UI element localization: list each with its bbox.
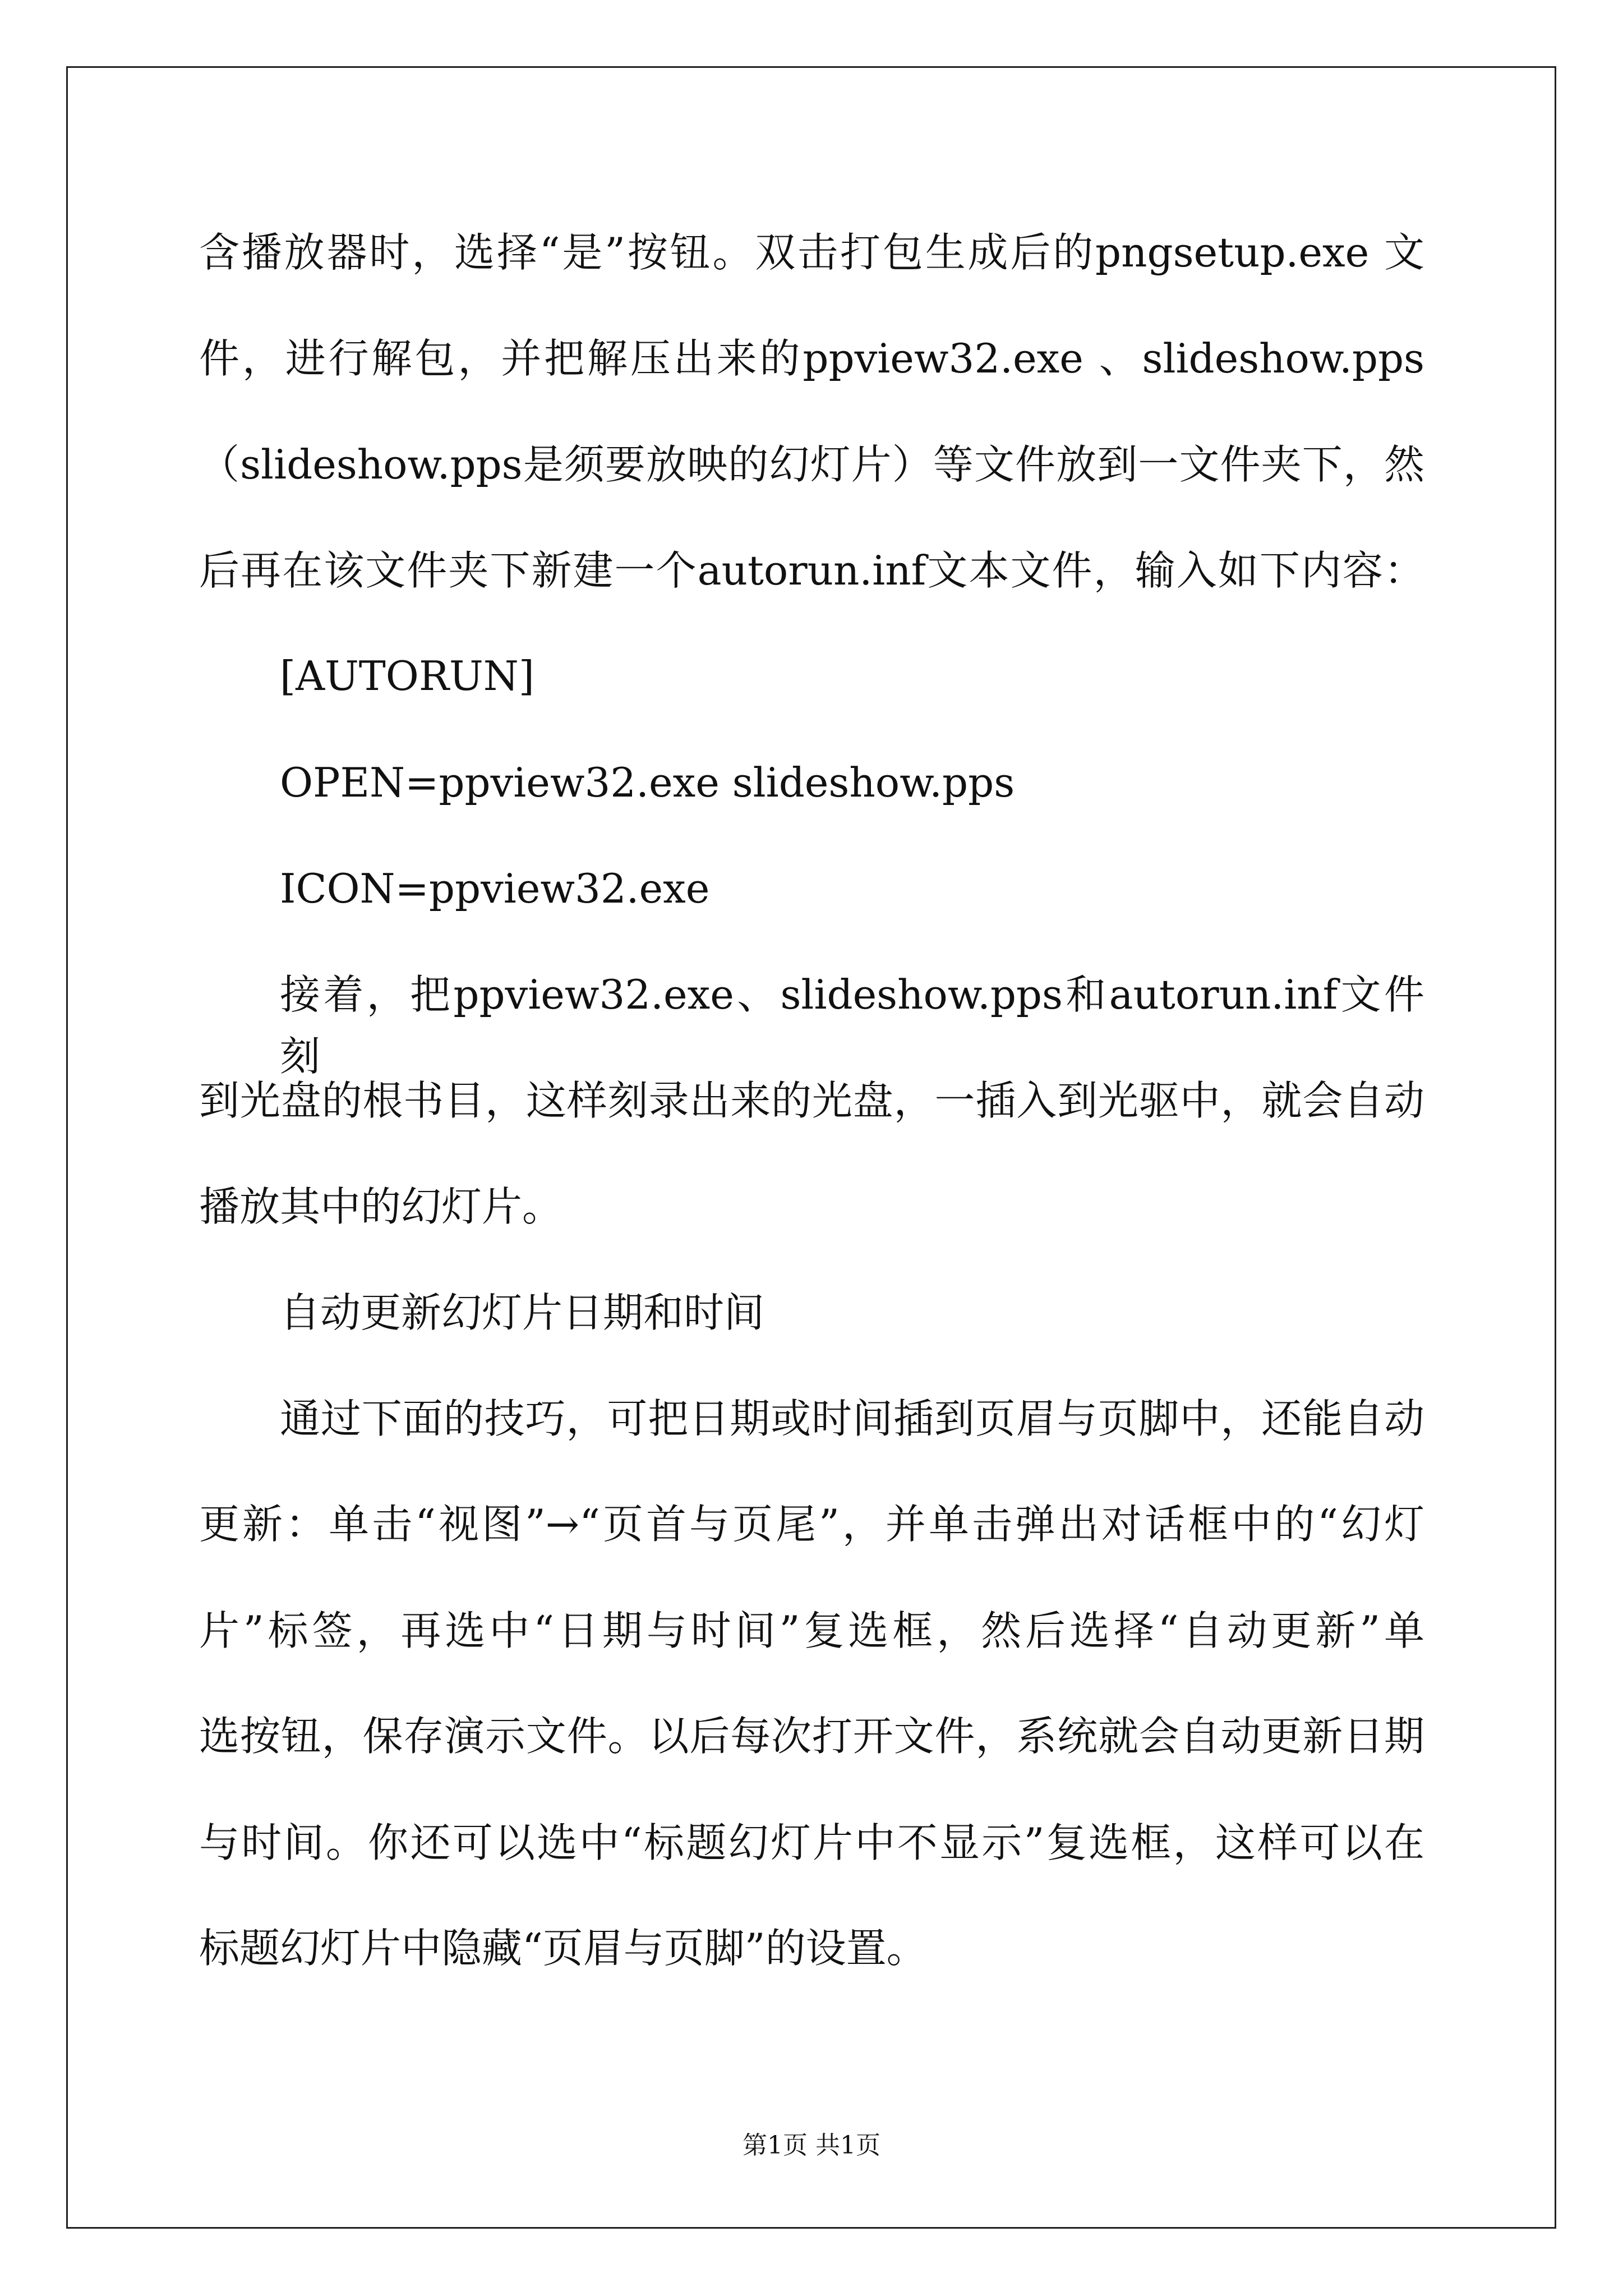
text-line: 接着，把ppview32.exe、slideshow.pps和autorun.inf文件刻 <box>280 971 1424 1080</box>
text-line: 到光盘的根书目，这样刻录出来的光盘，一插入到光驱中，就会自动 <box>199 1077 1424 1124</box>
text-line: 后再在该文件夹下新建一个autorun.inf文本文件，输入如下内容： <box>199 547 1424 594</box>
page-border <box>66 66 1556 2229</box>
text-line: 通过下面的技巧，可把日期或时间插到页眉与页脚中，还能自动 <box>280 1395 1424 1442</box>
code-line: ICON=ppview32.exe <box>280 865 710 912</box>
text-line: 更新：单击“视图”→“页首与页尾”，并单击弹出对话框中的“幻灯 <box>199 1501 1424 1548</box>
code-line: [AUTORUN] <box>280 652 534 700</box>
text-line: 与时间。你还可以选中“标题幻灯片中不显示”复选框，这样可以在 <box>199 1819 1424 1866</box>
text-line: 播放其中的幻灯片。 <box>199 1183 563 1230</box>
text-line: 含播放器时，选择“是”按钮。双击打包生成后的pngsetup.exe 文 <box>199 229 1424 276</box>
text-line: 件，进行解包，并把解压出来的ppview32.exe 、slideshow.pps <box>199 335 1424 382</box>
text-line: 片”标签，再选中“日期与时间”复选框，然后选择“自动更新”单 <box>199 1607 1424 1654</box>
code-line: OPEN=ppview32.exe slideshow.pps <box>280 759 1015 806</box>
text-line: 标题幻灯片中隐藏“页眉与页脚”的设置。 <box>199 1925 927 1972</box>
page-footer: 第1页 共1页 <box>743 2131 880 2160</box>
text-line: 选按钮，保存演示文件。以后每次打开文件，系统就会自动更新日期 <box>199 1713 1424 1760</box>
text-line: （slideshow.pps是须要放映的幻灯片）等文件放到一文件夹下，然 <box>199 441 1424 488</box>
section-heading: 自动更新幻灯片日期和时间 <box>280 1289 765 1336</box>
